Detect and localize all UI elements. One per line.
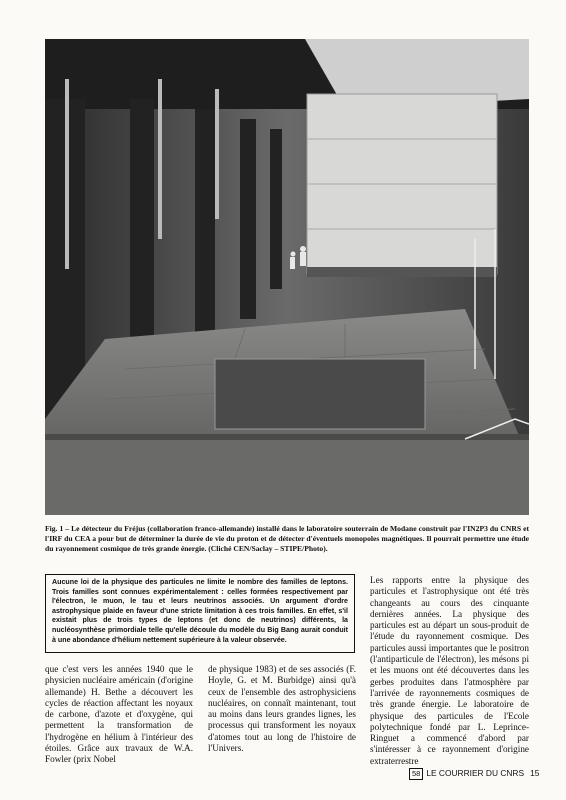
- text-column-1: que c'est vers les années 1940 que le physicien nucléaire américain (d'origine allemande) H. Bethe a découvert les cycles de réaction affectant les noyaux de carbone, d'azote et d'oxygène, qui permettent la transformation de l'hydrogène en hélium à l'intérieur des étoiles. Grâce aux travaux de W.A. Fowler (prix Nobel: [45, 664, 193, 765]
- detector-photo: [45, 39, 529, 515]
- text-column-2: de physique 1983) et de ses associés (F. Hoyle, G. et M. Burbidge) ainsi qu'à ceux de l'ensemble des astrophysiciens nucléaires, on connaît maintenant, tout au moins dans leurs grandes lignes, les processus qui transforment les noyaux d'atomes tout au long de l'histoire de l'Univers.: [208, 664, 356, 754]
- issue-number: 58: [409, 768, 423, 780]
- text-column-3: Les rapports entre la physique des particules et l'astrophysique ont été très changeants au cours des cinquante dernières années. La physique des particules est au départ un sous-produit de l'étude du rayonnement cosmique. Des particules aussi importantes que le positron (l'antiparticule de l'électron), les mésons pi et les muons ont été découvertes dans les gerbes produites dans l'atmosphère par l'arrivée de rayonnements cosmiques de très grande énergie. Le laboratoire de physique des particules de l'Ecole polytechnique fondé par L. Leprince-Ringuet a commencé d'abord par s'intéresser à ce rayonnement d'origine extraterrestre: [370, 575, 529, 766]
- page-number: 15: [530, 768, 540, 778]
- frejus-detector-hall-image: [45, 39, 529, 515]
- figure-caption: Fig. 1 – Le détecteur du Fréjus (collaboration franco-allemande) installé dans le laboratoire souterrain de Modane construit par l'IN2P3 du CNRS et l'IRF du CEA a pour but de déterminer la durée de vie du proton et de détecter d'éventuels monopoles magnétiques. Il pourrait permettre une étude du rayonnement cosmique de très grande énergie. (Cliché CEN/Saclay – STIPE/Photo).: [45, 524, 529, 554]
- page-footer: [409, 767, 540, 780]
- journal-name: LE COURRIER DU CNRS: [426, 768, 525, 778]
- boxed-note: Aucune loi de la physique des particules ne limite le nombre des familles de leptons. Trois familles sont connues expérimentalement : celles formées respectivement par l'électron, le muon, le tau et leurs neutrinos associés. Un argument d'ordre astrophysique plaide en faveur d'une stricte limitation à ces trois familles. En effet, s'il existait plus de trois types de leptons (et donc de neutrinos) différents, la nucléosynthèse primordiale telle qu'elle découle du modèle du Big Bang aurait conduit à une abondance d'hélium nettement supérieure à la valeur observée.: [45, 574, 355, 653]
